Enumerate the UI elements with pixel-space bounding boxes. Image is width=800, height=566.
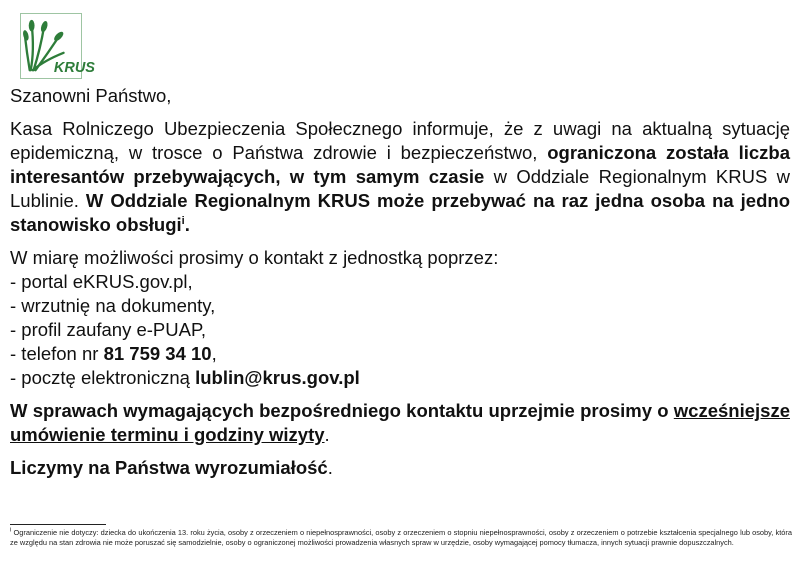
greeting: Szanowni Państwo, xyxy=(10,85,172,106)
closing-bold: Liczymy na Państwa wyrozumiałość xyxy=(10,457,328,478)
contact-lead: W miarę możliwości prosimy o kontakt z jednostką poprzez: xyxy=(10,247,499,268)
intro-paragraph xyxy=(10,117,790,237)
contact-item-phone: - telefon nr 81 759 34 10, xyxy=(10,343,217,364)
contact-item-portal: - portal eKRUS.gov.pl, xyxy=(10,271,193,292)
appointment-bold: W sprawach wymagających bezpośredniego kontaktu uprzejmie prosimy o xyxy=(10,400,674,421)
intro-text-1: Kasa Rolniczego Ubezpieczenia Społecznego informuje, że z uwagi na aktualną sytuację epidemiczną, w trosce o Państwa zdrowie i bezpieczeństwo, xyxy=(10,118,790,163)
letter-body xyxy=(10,84,790,480)
svg-text:KRUS: KRUS xyxy=(53,60,95,77)
footnote-reference: i xyxy=(181,214,185,227)
krus-logo-icon xyxy=(20,13,95,79)
appointment-paragraph: W sprawach wymagających bezpośredniego kontaktu uprzejmie prosimy o wcześniejsze umówienie terminu i godziny wizyty. xyxy=(10,400,790,445)
footnote-mark: i xyxy=(10,527,12,534)
footnote xyxy=(10,528,792,548)
footnote-divider xyxy=(10,524,106,525)
contact-item-dropbox: - wrzutnię na dokumenty, xyxy=(10,295,216,316)
contact-item-epuap: - profil zaufany e-PUAP, xyxy=(10,319,207,340)
footnote-text: Ograniczenie nie dotyczy: dziecka do ukończenia 13. roku życia, osoby z orzeczeniem o niepełnosprawności, osoby z orzeczeniem o stopniu niepełnosprawności, osoby z orzeczeniem o potrzebie kształcenia specjalnego lub osoby, która ze względu na stan zdrowia nie może poruszać się samodzielnie, osoby o ograniczonej możliwości prowadzenia własnych spraw w urzędzie, osoby wymagającej pomocy tłumacza, innych sytuacji prawnie dopuszczalnych. xyxy=(10,528,792,547)
appointment-underlined: wcześniejsze umówienie terminu i godziny wizyty xyxy=(10,400,790,445)
intro-text-2: w Oddziale Regionalnym KRUS w Lublinie. xyxy=(10,166,791,211)
intro-bold-2: W Oddziale Regionalnym KRUS może przebywać na raz jedna osoba na jedno stanowisko obsługi xyxy=(10,190,790,235)
email-address: lublin@krus.gov.pl xyxy=(195,367,360,388)
krus-logo-graphic xyxy=(21,14,95,78)
closing-line: Liczymy na Państwa wyrozumiałość. xyxy=(10,457,333,478)
intro-end: . xyxy=(184,214,190,235)
contact-item-email: - pocztę elektroniczną lublin@krus.gov.pl xyxy=(10,367,360,388)
intro-bold-1: ograniczona została liczba interesantów przebywających, w tym samym czasie xyxy=(10,142,790,187)
phone-number: 81 759 34 10 xyxy=(103,343,212,364)
